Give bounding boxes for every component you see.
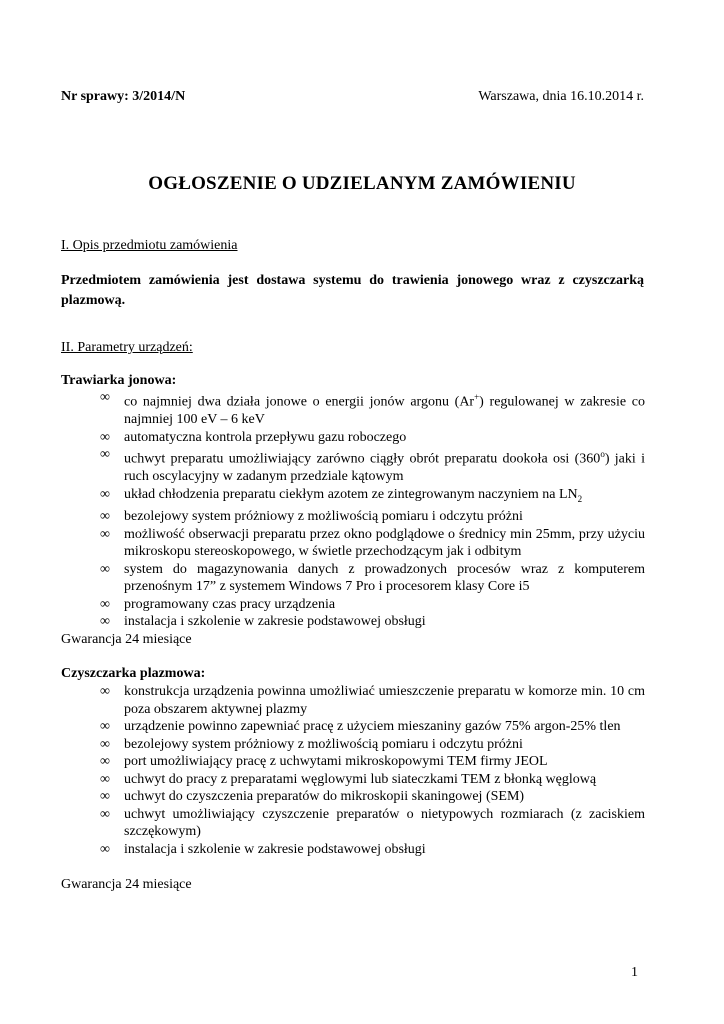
infinity-bullet-icon: ∞ — [100, 614, 110, 630]
device-1-warranty: Gwarancja 24 miesiące — [61, 632, 192, 647]
device-1-name: Trawiarka jonowa: — [61, 373, 177, 388]
infinity-bullet-icon: ∞ — [100, 754, 110, 769]
infinity-bullet-icon: ∞ — [100, 526, 110, 542]
infinity-bullet-icon: ∞ — [100, 789, 110, 804]
infinity-bullet-icon: ∞ — [100, 771, 110, 787]
list-item: ∞ co najmniej dwa działa jonowe o energii jonów argonu (Ar+) regulowanej w zakresie co najmniej 100 eV – 6 keV — [100, 390, 645, 428]
page-number: 1 — [631, 965, 638, 980]
list-item: ∞ instalacja i szkolenie w zakresie podstawowej obsługi — [100, 841, 426, 857]
document-title: OGŁOSZENIE O UDZIELANYM ZAMÓWIENIU — [148, 173, 576, 194]
section-1-heading: I. Opis przedmiotu zamówienia — [61, 238, 238, 253]
infinity-bullet-icon: ∞ — [100, 719, 110, 734]
case-number: Nr sprawy: 3/2014/N — [61, 89, 186, 104]
list-item: ∞ urządzenie powinno zapewniać pracę z użyciem mieszaniny gazów 75% argon-25% tlen — [100, 719, 621, 734]
device-2-name: Czyszczarka plazmowa: — [61, 666, 206, 681]
list-item: ∞ bezolejowy system próżniowy z możliwością pomiaru i odczytu próżni — [100, 509, 523, 525]
infinity-bullet-icon: ∞ — [100, 561, 110, 577]
list-item: ∞ uchwyt umożliwiający czyszczenie preparatów o nietypowych rozmiarach (z zaciskiem szczękowym) — [100, 806, 645, 839]
infinity-bullet-icon: ∞ — [100, 447, 110, 463]
device-1-list — [100, 389, 645, 631]
list-item: ∞ system do magazynowania danych z prowadzonych procesów wraz z komputerem przenośnym 17” z systemem Windows 7 Pro i procesorem klasy Core i5 — [100, 561, 645, 595]
infinity-bullet-icon: ∞ — [100, 429, 110, 445]
list-item: ∞ uchwyt do pracy z preparatami węglowymi lub siateczkami TEM z błonką węglową — [100, 771, 597, 787]
infinity-bullet-icon: ∞ — [100, 841, 110, 857]
list-item: ∞ układ chłodzenia preparatu ciekłym azotem ze zintegrowanym naczyniem na $LN_2$ — [100, 486, 583, 504]
list-item: ∞ programowany czas pracy urządzenia — [100, 596, 336, 612]
section-2-heading: II. Parametry urządzeń: — [61, 340, 193, 355]
list-item: ∞ uchwyt preparatu umożliwiający zarówno ciągły obrót preparatu dookoła osi (360$^o$) jaki i ruch oscylacyjny w zadanym przedziale kątowym — [100, 447, 646, 485]
place-and-date: Warszawa, dnia 16.10.2014 r. — [478, 89, 644, 104]
list-item: ∞ bezolejowy system próżniowy z możliwością pomiaru i odczytu próżni — [100, 736, 523, 752]
infinity-bullet-icon: ∞ — [100, 596, 110, 612]
list-item: ∞ port umożliwiający pracę z uchwytami mikroskopowymi TEM firmy JEOL — [100, 754, 548, 769]
infinity-bullet-icon: ∞ — [100, 390, 110, 405]
list-item: ∞ instalacja i szkolenie w zakresie podstawowej obsługi — [100, 614, 426, 630]
device-2-warranty: Gwarancja 24 miesiące — [61, 877, 192, 892]
infinity-bullet-icon: ∞ — [100, 486, 110, 502]
list-item: ∞ konstrukcja urządzenia powinna umożliwiać umieszczenie preparatu w komorze min. 10 cm poza obszarem aktywnej plazmy — [100, 684, 645, 717]
list-item: ∞ uchwyt do czyszczenia preparatów do mikroskopii skaningowej (SEM) — [100, 789, 525, 804]
infinity-bullet-icon: ∞ — [100, 684, 110, 699]
list-item: ∞ możliwość obserwacji preparatu przez okno podglądowe o średnicy min 25mm, przy użyciu mikroskopu stereoskopowego, w świetle przechodzącym jak i odbitym — [100, 526, 645, 560]
infinity-bullet-icon: ∞ — [100, 509, 110, 525]
infinity-bullet-icon: ∞ — [100, 806, 110, 822]
list-item: ∞ automatyczna kontrola przepływu gazu roboczego — [100, 429, 407, 445]
device-2-list — [100, 683, 645, 858]
infinity-bullet-icon: ∞ — [100, 736, 110, 752]
section-1-text: Przedmiotem zamówienia jest dostawa systemu do trawienia jonowego wraz z czyszczarką plazmową. — [61, 273, 644, 308]
